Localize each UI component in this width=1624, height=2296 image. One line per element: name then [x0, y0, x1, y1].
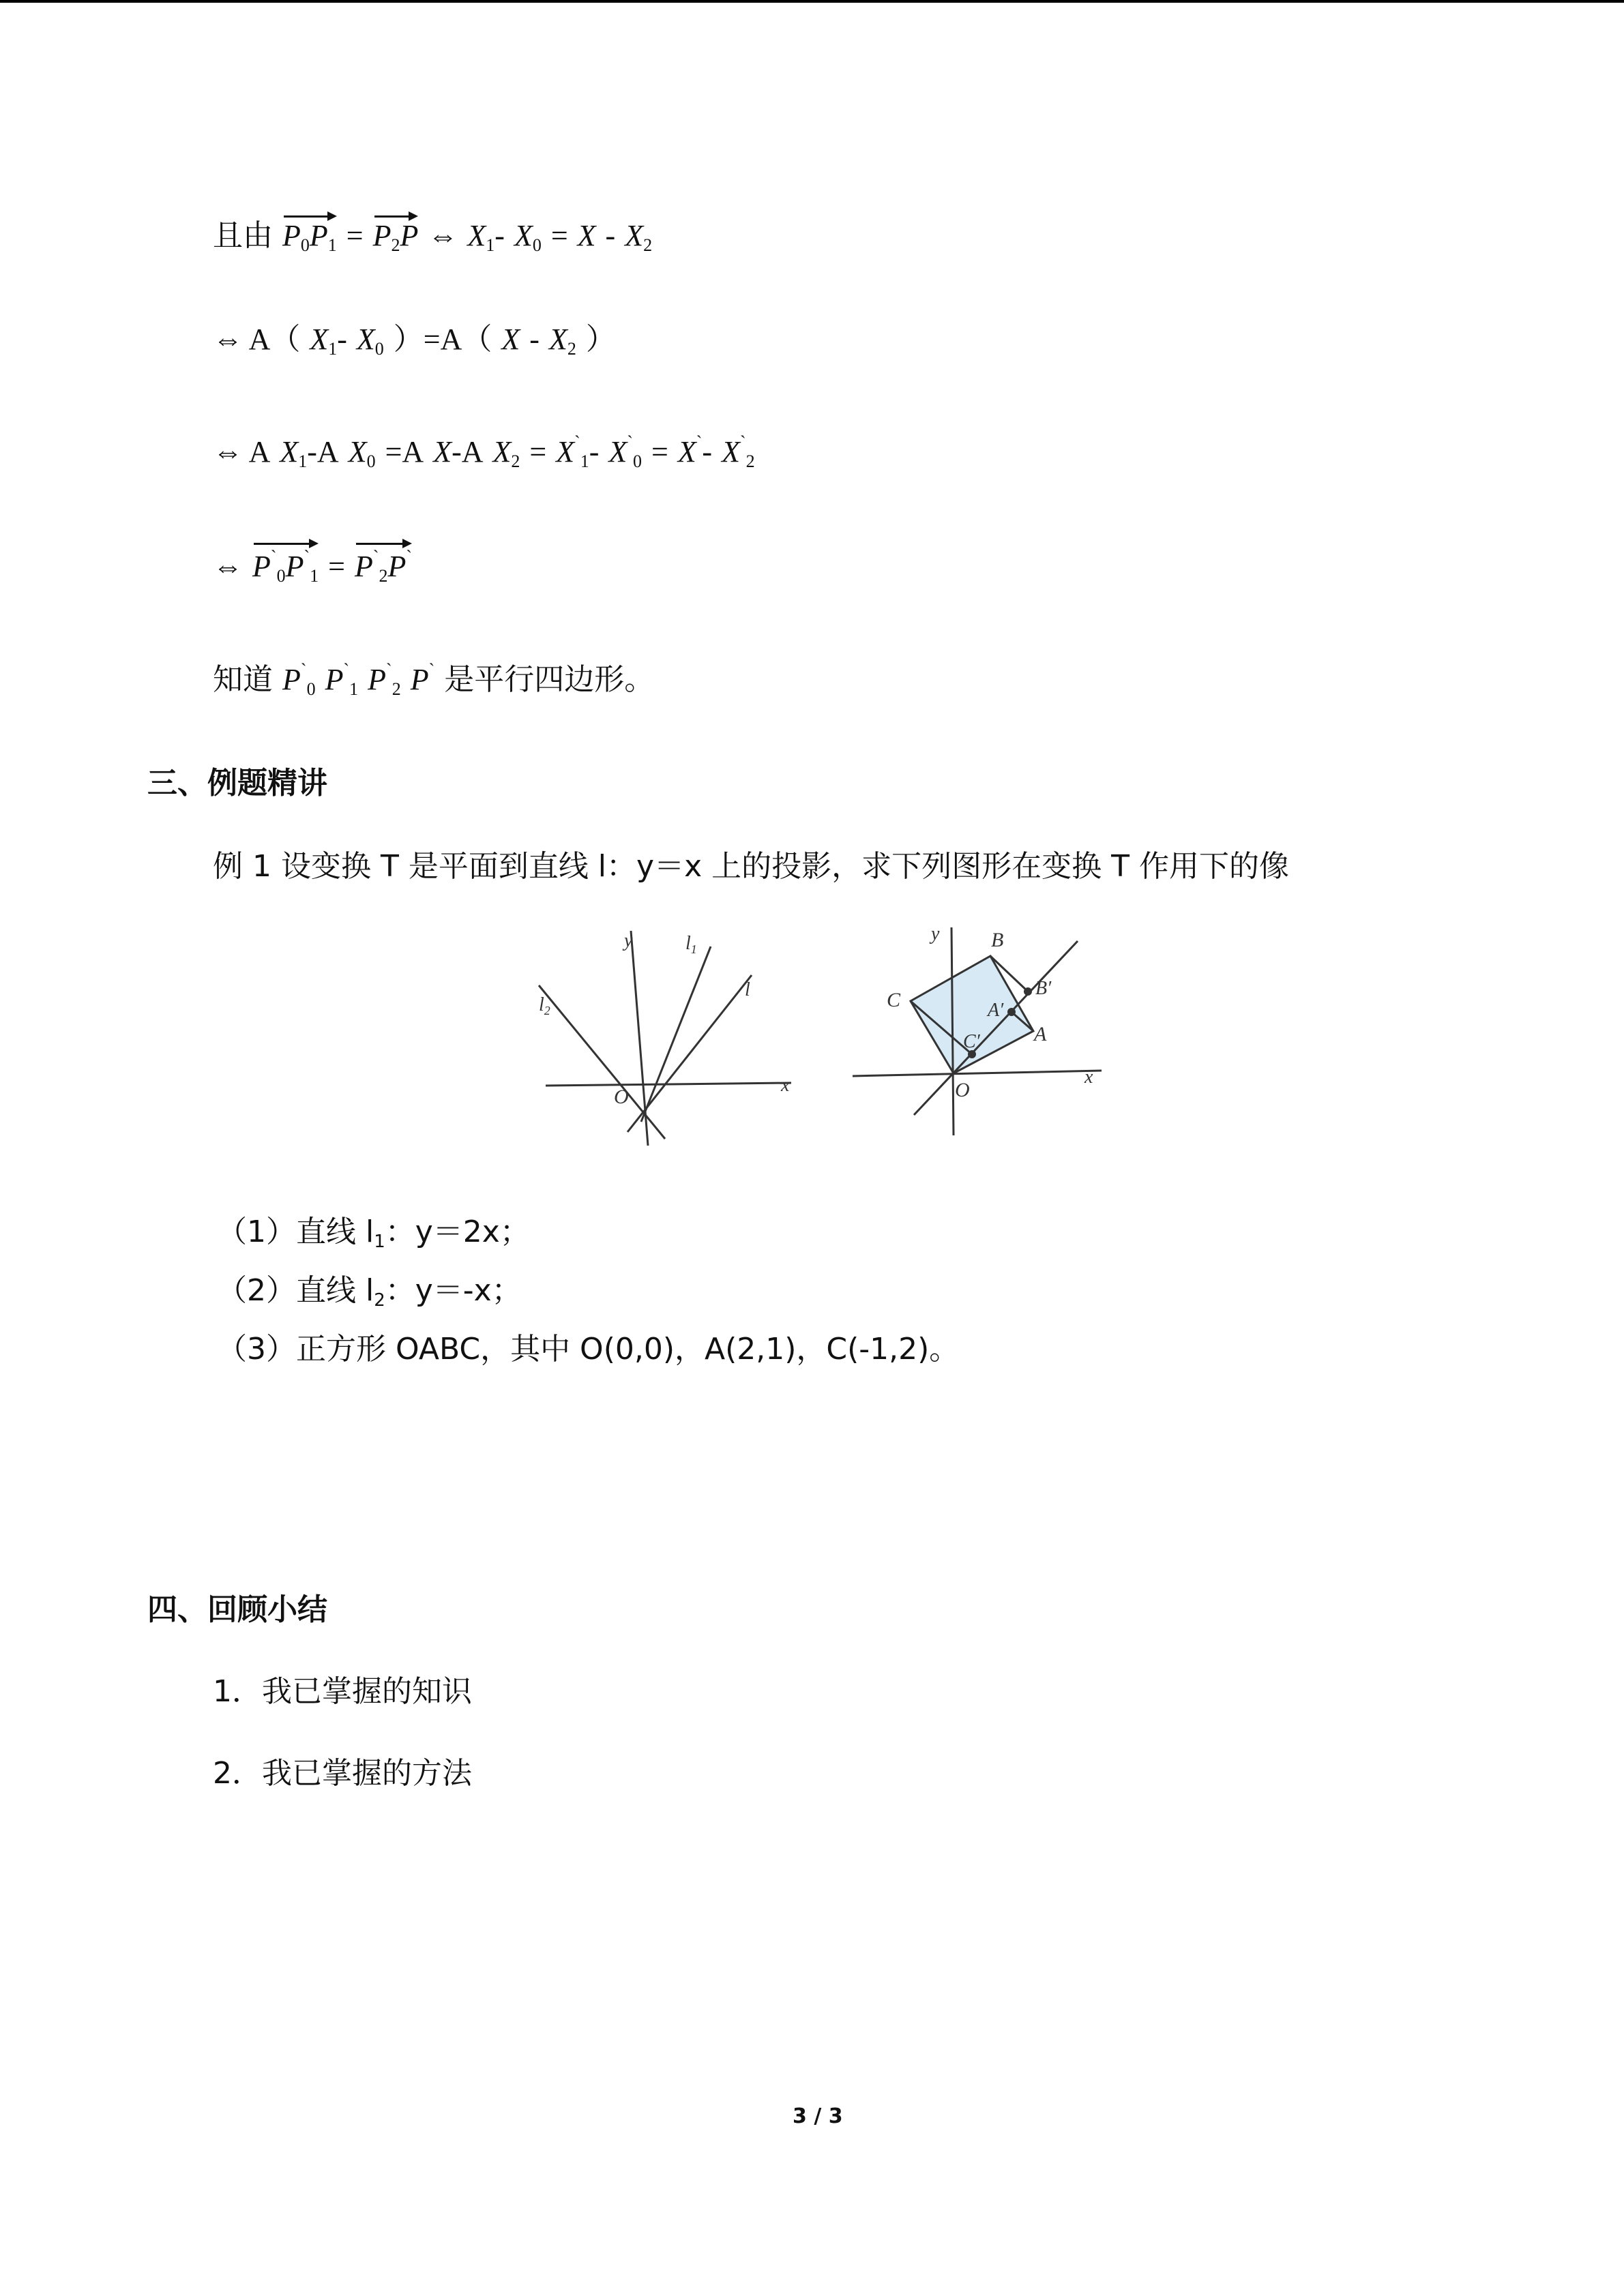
- point-a-img: [1007, 1008, 1016, 1016]
- section4-title: 四、回顾小结: [147, 1592, 327, 1627]
- left-l1-label: $l_1$: [685, 933, 697, 956]
- left-origin-label: O: [614, 1086, 629, 1108]
- item-2: （2）直线 $l_2$：y＝-x；: [217, 1273, 522, 1311]
- label-c: C: [887, 989, 901, 1011]
- label-c-img: C′: [963, 1031, 980, 1052]
- right-axis-x-label: x: [1084, 1067, 1093, 1088]
- line4-prefix: ⇔: [213, 550, 243, 583]
- left-axis-y-label: y: [624, 930, 633, 951]
- label-a: A: [1034, 1023, 1047, 1045]
- summary-item-2: 2．我已掌握的方法: [213, 1756, 472, 1791]
- item-3: （3）正方形 OABC，其中 O(0,0)，A(2,1)，C(-1,2)。: [217, 1332, 960, 1367]
- item-1: （1）直线 $l_1$：y＝2x；: [217, 1214, 530, 1252]
- line3-prefix: ⇔ A: [213, 435, 271, 468]
- line2-prefix: ⇔ A（: [213, 323, 301, 356]
- math-line-1: 且由 $P_0P_1 = P_2P$ ⇔ $X_1-$ $X_0 = X - X_2$: [213, 211, 652, 254]
- math-line-3: ⇔ A $X_1-A$ $X_0 =A$ X-A $X_2 = X^`_1-$ $X^`_0 = X^`-$ $X^`_2$: [213, 432, 755, 471]
- line-l2: [539, 985, 665, 1139]
- left-axis-x-label: x: [781, 1075, 790, 1096]
- section3-title: 三、例题精讲: [147, 766, 327, 801]
- vector-p0p1: $P_0P_1$: [282, 211, 337, 254]
- x-axis-left: [546, 1083, 791, 1086]
- summary-item-1: 1．我已掌握的知识: [213, 1674, 472, 1709]
- figure-left-lines: [539, 931, 791, 1146]
- point-b-img: [1024, 987, 1032, 996]
- right-origin-label: O: [955, 1079, 970, 1101]
- page-number: 3 / 3: [793, 2104, 843, 2128]
- example-1-text: 例 1 设变换 T 是平面到直线 l：y＝x 上的投影，求下列图形在变换 T 作用下的像: [213, 849, 1289, 884]
- left-l-label: l: [745, 979, 750, 1000]
- figure-projection: [532, 907, 1214, 1159]
- vector-p2p: $P_2P$: [373, 211, 419, 254]
- line1-prefix: 且由: [213, 218, 273, 253]
- right-axis-y-label: y: [931, 923, 940, 944]
- math-line-5: 知道 $P^`_0$ $P^`_1$ $P^`_2$ P` 是平行四边形。: [213, 660, 655, 699]
- vector-p0p1-prime: $P^`_0P^`_1$: [252, 539, 319, 585]
- vector-p2p-prime: $P^`_2P^`$: [355, 539, 412, 585]
- top-rule: [0, 0, 1624, 3]
- label-b: B: [991, 929, 1004, 951]
- label-b-img: B′: [1035, 978, 1052, 999]
- left-l2-label: $l_2$: [539, 994, 550, 1017]
- math-line-2: ⇔ A（ $X_1-$ $X_0$ ）=A（ X - $X_2$ ）: [213, 323, 616, 359]
- math-line-4: ⇔ $P^`_0P^`_1 = P^`_2P^`$: [213, 539, 412, 585]
- label-a-img: A′: [988, 1000, 1004, 1021]
- x-axis-right: [853, 1071, 1102, 1076]
- line-l1: [641, 946, 711, 1122]
- y-axis-right: [951, 927, 954, 1135]
